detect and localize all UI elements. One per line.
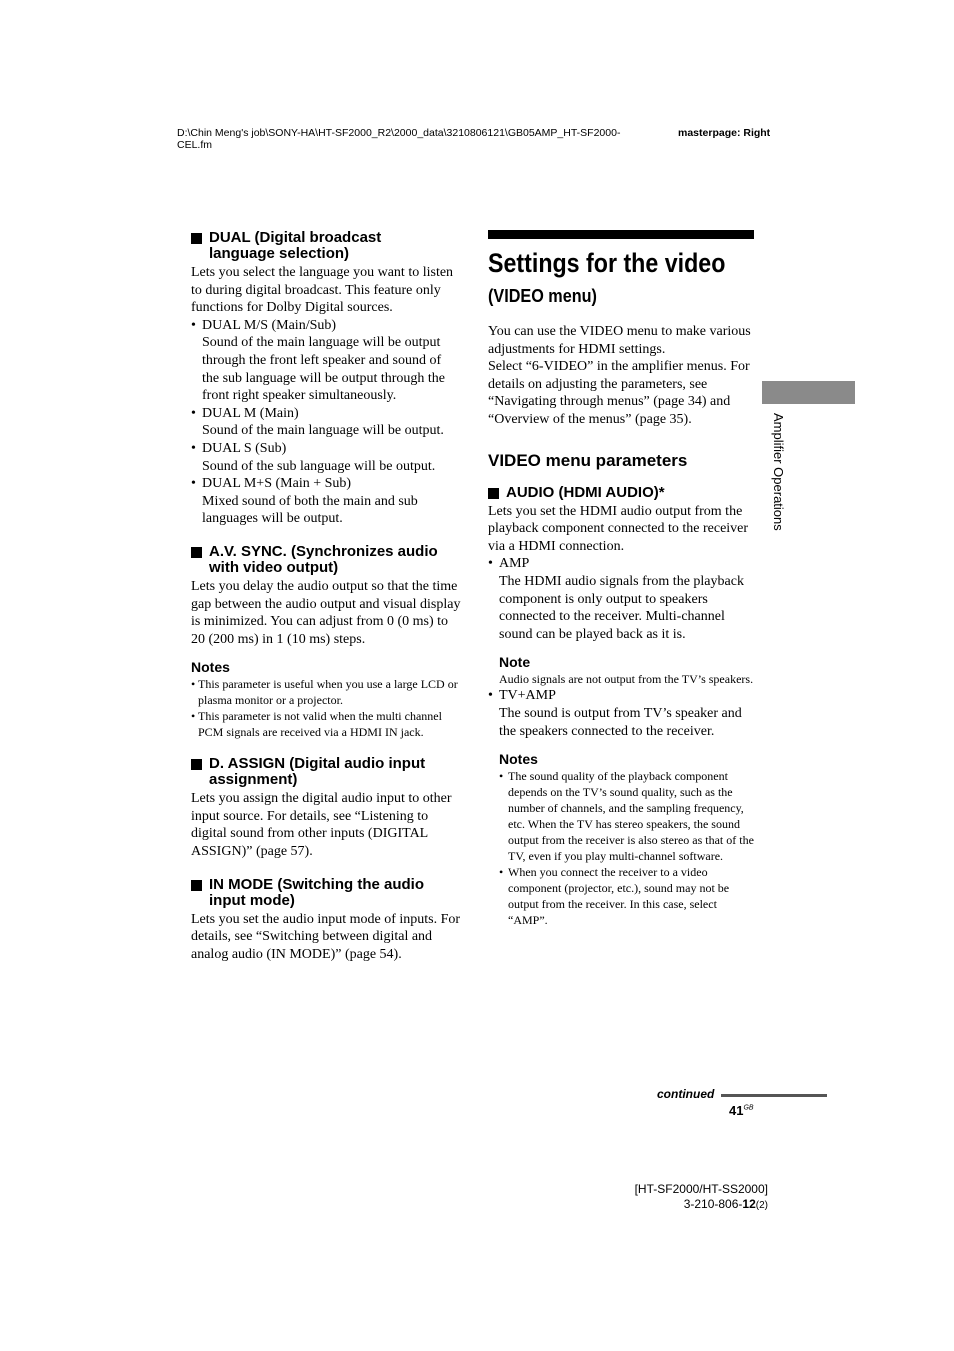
audio-item-desc: The HDMI audio signals from the playback component is only output to speakers connected to the receiver. Multi-channel sound can be played back as it is.: [499, 573, 744, 642]
chapter-tab: [762, 381, 855, 404]
dual-item-desc: Sound of the main language will be output.: [202, 423, 444, 439]
page-number-suffix: GB: [743, 1104, 754, 1112]
avsync-notes-heading: Notes: [191, 659, 230, 676]
inmode-heading-line-2: input mode): [209, 891, 295, 909]
dassign-body: Lets you assign the digital audio input to other input source. For details, see “Listening to digital sound from other inputs (DIGITAL ASSIGN)” (page 57).: [191, 791, 452, 860]
amp-note: [488, 653, 756, 687]
bullet-icon: •: [191, 405, 196, 421]
dual-item-label: DUAL M (Main): [202, 405, 299, 421]
bullet-icon: •: [191, 440, 196, 456]
audio-item-tvamp: [488, 687, 756, 705]
dassign-heading-line-1: D. ASSIGN (Digital audio input: [209, 755, 426, 773]
audio-heading-text: AUDIO (HDMI AUDIO)*: [506, 483, 665, 501]
audio-item-label: TV+AMP: [499, 688, 556, 704]
audio-note-text: When you connect the receiver to a video component (projector, etc.), sound may not be output from the receiver. In this case, select “AMP”.: [508, 865, 730, 928]
dual-item-desc: Mixed sound of both the main and sub languages will be output.: [202, 493, 418, 527]
file-path-header: [177, 127, 657, 151]
dual-item-desc: Sound of the sub language will be output.: [202, 458, 436, 474]
audio-note-text: The sound quality of the playback component depends on the TV’s sound quality, such as the number of channels, and the sampling frequency, etc. When the TV has stereo speakers, the sound output from the receiver is also stereo as that of the TV, even if you play multi-channel software.: [508, 769, 754, 864]
audio-item-desc: The sound is output from TV’s speaker and the speakers connected to the receiver.: [499, 705, 742, 739]
code-bold: 12: [742, 1197, 756, 1211]
avsync-heading-line-1: A.V. SYNC. (Synchronizes audio: [209, 542, 438, 560]
intro-paragraph-2: Select “6-VIDEO” in the amplifier menus. For details on adjusting the parameters, see “Navigating through menus” (page 34) and “Overview of the menus” (page 35).: [488, 359, 750, 427]
bullet-icon: •: [191, 677, 196, 692]
bullet-icon: •: [499, 769, 504, 784]
dual-item-mps: [191, 475, 461, 493]
page-number: [729, 1103, 754, 1118]
dual-section: [191, 230, 461, 528]
continued-text: continued: [657, 1087, 715, 1101]
masterpage-label: masterpage: Right: [678, 127, 771, 139]
bullet-icon: •: [488, 556, 493, 572]
square-bullet-icon: [488, 488, 499, 499]
dual-heading: [191, 230, 461, 262]
dual-body: Lets you select the language you want to listen to during digital broadcast. This feature only functions for Dolby Digital sources.: [191, 265, 454, 316]
dual-item-ms: [191, 317, 461, 335]
square-bullet-icon: [191, 233, 202, 244]
dual-item-s: [191, 440, 461, 458]
audio-notes: [488, 750, 756, 928]
inmode-heading: [191, 877, 461, 909]
inmode-section: [191, 877, 461, 964]
bullet-icon: •: [499, 865, 504, 880]
audio-section: [488, 485, 756, 929]
square-bullet-icon: [191, 547, 202, 558]
audio-heading: [488, 485, 756, 501]
audio-item-amp: [488, 555, 756, 573]
file-path-line-1: D:\Chin Meng's job\SONY-HA\HT-SF2000_R2\2000_data\3210806121\GB05AMP_HT-SF2000-: [177, 127, 621, 139]
square-bullet-icon: [191, 880, 202, 891]
code-prefix: 3-210-806-: [683, 1197, 743, 1211]
avsync-note-text: This parameter is useful when you use a large LCD or plasma monitor or a projector.: [198, 677, 458, 708]
audio-item-label: AMP: [499, 556, 530, 572]
bullet-icon: •: [191, 476, 196, 492]
page-subtitle: (VIDEO menu): [488, 286, 597, 306]
chapter-tab-label: Amplifier Operations: [771, 413, 786, 531]
dassign-heading-line-2: assignment): [209, 771, 298, 789]
dassign-heading: [191, 756, 461, 788]
page-title: Settings for the video: [488, 248, 726, 278]
bullet-icon: •: [191, 317, 196, 333]
bullet-icon: •: [191, 709, 196, 724]
dual-item-label: DUAL S (Sub): [202, 440, 287, 456]
avsync-note-text: This parameter is not valid when the multi channel PCM signals are received via a HDMI IN jack.: [198, 709, 442, 740]
dual-item-label: DUAL M+S (Main + Sub): [202, 476, 352, 492]
model-footer: [620, 1182, 768, 1213]
dual-heading-line-1: DUAL (Digital broadcast: [209, 229, 382, 246]
audio-note: [499, 768, 756, 864]
square-bullet-icon: [191, 759, 202, 770]
amp-note-heading: Note: [499, 654, 531, 671]
audio-notes-heading: Notes: [499, 751, 538, 768]
bullet-icon: •: [488, 688, 493, 704]
left-column: [191, 230, 461, 963]
continued-rule: [721, 1094, 827, 1097]
avsync-body: Lets you delay the audio output so that the time gap between the audio output and visual display is minimized. You can adjust from 0 (0 ms) to 20 (200 ms) in 1 (10 ms) steps.: [191, 578, 461, 647]
avsync-section: [191, 544, 461, 740]
dual-item-desc: Sound of the main language will be output through the front left speaker and sound of the sub language will be output through the front right speaker simultaneously.: [202, 335, 446, 404]
code-suffix: (2): [755, 1200, 768, 1211]
intro-paragraph-1: You can use the VIDEO menu to make various adjustments for HDMI settings.: [488, 324, 751, 357]
amp-note-text: Audio signals are not output from the TV’s speakers.: [499, 672, 754, 687]
avsync-note: [191, 708, 461, 740]
file-path-line-2: CEL.fm: [177, 139, 213, 151]
inmode-heading-line-1: IN MODE (Switching the audio: [209, 875, 424, 893]
section-heading: VIDEO menu parameters: [488, 450, 688, 470]
dual-heading-line-2: language selection): [209, 245, 350, 262]
inmode-body: Lets you set the audio input mode of inputs. For details, see “Switching between digital and analog audio (IN MODE)” (page 54).: [191, 911, 461, 962]
audio-note: [499, 864, 756, 928]
avsync-heading: [191, 544, 461, 576]
avsync-note: [191, 676, 461, 708]
title-rule: [488, 230, 754, 239]
audio-body: Lets you set the HDMI audio output from the playback component connected to the receiver via a HDMI connection.: [488, 503, 749, 554]
page-number-value: 41: [729, 1103, 744, 1118]
dassign-section: [191, 756, 461, 860]
avsync-heading-line-2: with video output): [209, 558, 339, 576]
model-line: [HT-SF2000/HT-SS2000]: [634, 1182, 768, 1196]
right-column: [488, 230, 756, 928]
dual-item-label: DUAL M/S (Main/Sub): [202, 317, 337, 333]
code-line: [620, 1197, 768, 1213]
dual-item-m: [191, 405, 461, 423]
